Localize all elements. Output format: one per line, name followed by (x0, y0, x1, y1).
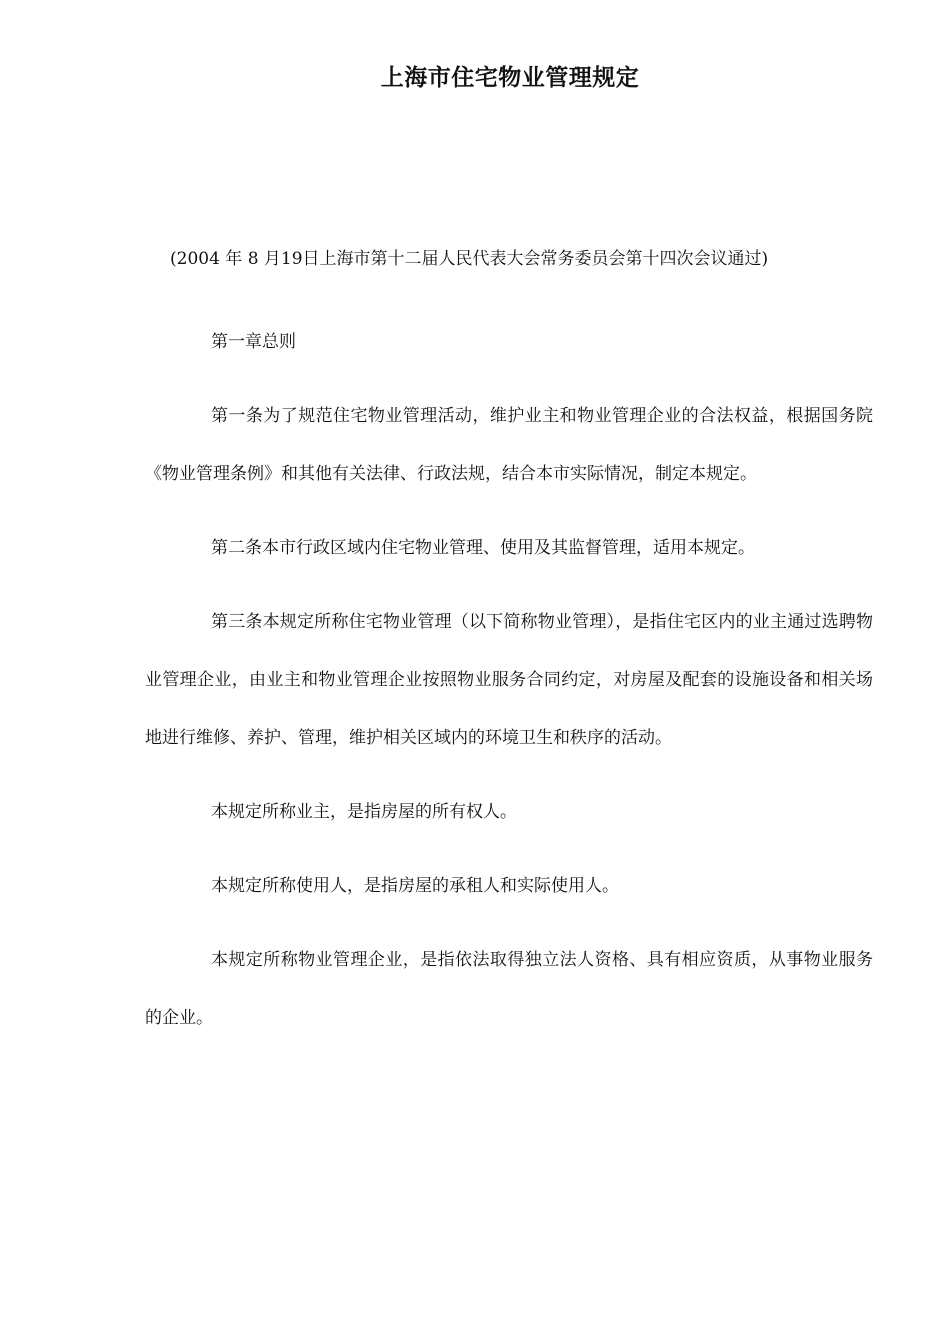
chapter-heading: 第一章总则 (211, 332, 296, 352)
definition-owner: 本规定所称业主，是指房屋的所有权人。 (211, 802, 517, 822)
document-title: 上海市住宅物业管理规定 (380, 65, 640, 91)
definition-user: 本规定所称使用人，是指房屋的承租人和实际使用人。 (211, 876, 619, 896)
article-2: 第二条本市行政区域内住宅物业管理、使用及其监督管理，适用本规定。 (211, 538, 755, 558)
definition-company: 本规定所称物业管理企业，是指依法取得独立法人资格、具有相应资质，从事物业服务的企业。 (145, 950, 873, 1028)
document-body (145, 313, 873, 1063)
article-3: 第三条本规定所称住宅物业管理（以下简称物业管理），是指住宅区内的业主通过选聘物业管理企业，由业主和物业管理企业按照物业服务合同约定，对房屋及配套的设施设备和相关场地进行维修、养护、管理，维护相关区域内的环境卫生和秩序的活动。 (145, 612, 873, 748)
article-1: 第一条为了规范住宅物业管理活动，维护业主和物业管理企业的合法权益，根据国务院《物业管理条例》和其他有关法律、行政法规，结合本市实际情况，制定本规定。 (145, 406, 873, 484)
document-subtitle: (2004 年 8 月19日上海市第十二届人民代表大会常务委员会第十四次会议通过) (170, 249, 769, 269)
